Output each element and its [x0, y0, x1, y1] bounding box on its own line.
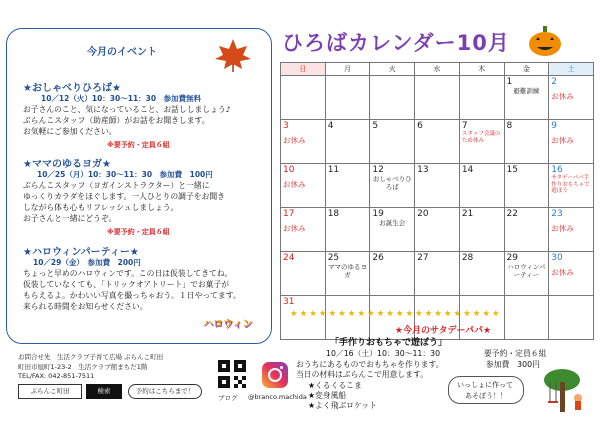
- day-event: ママのゆるヨガ: [328, 263, 368, 279]
- calendar-day-cell: [370, 120, 415, 164]
- day-closed: お休み: [551, 268, 574, 277]
- saturday-papa-item: ★変身風船: [308, 391, 347, 400]
- calendar-day-cell: [549, 164, 594, 208]
- event-line: 仮装していなくても、「トリックオアトリート」でお菓子が: [23, 280, 230, 289]
- event-note: ※要予約・定員６組: [107, 141, 170, 149]
- calendar-day-cell: [370, 76, 415, 120]
- day-closed: お休み: [551, 136, 574, 145]
- calendar-day-cell: [281, 120, 326, 164]
- calendar-day-cell: [504, 208, 549, 252]
- day-closed: お休み: [283, 224, 306, 233]
- event-date: 10／29（金） 参加費 200円: [33, 258, 141, 267]
- event-line: お気軽にご参加ください。: [23, 127, 117, 136]
- tree-swing-logo-icon: [540, 368, 588, 414]
- day-number: 27: [417, 253, 429, 263]
- event-line: ちょっと早めのハロウィンです。この日は仮装してきてね。: [23, 269, 233, 278]
- calendar-day-cell: [415, 252, 460, 296]
- day-number: 21: [461, 209, 474, 219]
- calendar-day-cell: [370, 252, 415, 296]
- day-number: 10: [283, 165, 295, 175]
- day-event: お誕生会: [379, 219, 406, 227]
- event-line: もらえるよ。かわいい写真を撮っちゃおう。１日やってます。: [23, 291, 241, 300]
- calendar-day-cell: [415, 120, 460, 164]
- speech-bubble: [448, 376, 524, 404]
- star-divider: ★★★★★★★★★★★★★★★★★★★★★★: [290, 309, 502, 319]
- bubble-line: あそぼう！！: [465, 392, 507, 400]
- contact-org: お問合せ先 生活クラブ子育て広場 ぶらんこ町田: [18, 353, 164, 361]
- calendar-day-cell: [325, 120, 370, 164]
- contact-address: 町田市旭町1-23-2 生活クラブ館まちだ1階: [18, 363, 148, 371]
- day-number: 20: [417, 209, 429, 219]
- calendar-day-cell: [459, 164, 504, 208]
- day-number: 25: [327, 253, 340, 263]
- day-number: 24: [283, 253, 295, 263]
- calendar-day-cell: [415, 76, 460, 120]
- weekday-thu: 木: [459, 63, 504, 76]
- saturday-papa-subtitle: 「手作りおもちゃで遊ぼう」: [330, 338, 448, 348]
- day-number: 9: [551, 121, 557, 131]
- instagram-icon[interactable]: [262, 362, 288, 388]
- day-number: 17: [283, 209, 295, 219]
- calendar-day-cell: [281, 164, 326, 208]
- instagram-handle: @branco.machida: [248, 393, 307, 401]
- day-number: 3: [283, 121, 289, 131]
- event-heading: ★ママのゆるヨガ★: [23, 159, 111, 170]
- saturday-papa-fee: 参加費 300円: [486, 360, 540, 369]
- day-closed: お休み: [283, 136, 306, 145]
- day-number: 28: [461, 253, 474, 263]
- bubble-line: いっしょに作って: [457, 381, 513, 389]
- calendar-day-cell: [325, 208, 370, 252]
- saturday-papa-title: ★今月のサタデーパパ★: [394, 326, 492, 336]
- calendar-day-cell: [370, 164, 415, 208]
- day-number: 14: [461, 165, 474, 175]
- day-number: 29: [506, 253, 518, 263]
- day-number: 2: [551, 77, 557, 87]
- event-line: ぶらんこスタッフ（助産師）がお話をお聞きします。: [23, 116, 210, 125]
- calendar-day-cell: [459, 252, 504, 296]
- maple-leaf-icon: [213, 37, 253, 73]
- reserve-link[interactable]: 予約はこちらまで！: [128, 384, 202, 399]
- day-number: 8: [506, 121, 513, 131]
- day-number: 1: [506, 77, 513, 87]
- calendar-day-cell: [549, 120, 594, 164]
- saturday-papa-desc2: 当日の材料はぶらんこで用意します。: [296, 370, 428, 379]
- day-number: 11: [327, 165, 340, 175]
- events-title: 今月のイベント: [87, 47, 157, 58]
- day-number: 23: [551, 209, 563, 219]
- event-date: 10／12（火）10：30～11：30 参加費無料: [41, 94, 202, 103]
- calendar-day-cell: [504, 252, 549, 296]
- calendar-week-row: [281, 164, 594, 208]
- day-event: サタデーパパ手作りおもちゃで遊ぼう: [551, 175, 590, 194]
- calendar-week-row: [281, 120, 594, 164]
- search-box[interactable]: ぶらんこ町田: [18, 384, 82, 399]
- day-number: 12: [372, 165, 384, 175]
- day-event: 避難訓練: [513, 87, 540, 95]
- event-heading: ★ハロウィンパーティー★: [23, 247, 139, 258]
- calendar-day-cell: [281, 76, 326, 120]
- day-number: 26: [372, 253, 384, 263]
- calendar-week-row: [281, 252, 594, 296]
- weekday-header-row: [281, 63, 594, 76]
- day-number: 22: [506, 209, 518, 219]
- calendar-day-cell: [459, 76, 504, 120]
- calendar-day-cell: [415, 164, 460, 208]
- saturday-papa-item: ★くるくるこま: [308, 381, 362, 390]
- calendar-title: ひろばカレンダー10月: [282, 31, 510, 55]
- day-number: 19: [372, 209, 384, 219]
- day-event: スタッフ会議のため休み: [461, 131, 501, 144]
- calendar-week-row: [281, 208, 594, 252]
- day-number: 30: [551, 253, 563, 263]
- calendar-day-cell: [325, 164, 370, 208]
- event-line: 来られる時間をお知らせください。: [23, 302, 148, 311]
- day-number: 6: [417, 121, 423, 131]
- calendar-day-cell: [504, 164, 549, 208]
- day-number: 13: [417, 165, 429, 175]
- pumpkin-icon: [528, 26, 562, 56]
- day-number: 31: [283, 297, 295, 307]
- events-panel: [6, 28, 272, 344]
- qr-code-icon[interactable]: [218, 360, 246, 388]
- calendar-day-cell: [459, 208, 504, 252]
- event-line: お子さんのこと、気になっていること、お話ししましょう♪: [23, 105, 231, 114]
- event-line: お子さんと一緒にどうぞ。: [23, 214, 117, 223]
- calendar-day-cell: [370, 208, 415, 252]
- calendar-week-row: [281, 76, 594, 120]
- weekday-fri: 金: [504, 63, 549, 76]
- calendar-day-cell: [415, 208, 460, 252]
- search-button[interactable]: 検索: [86, 384, 122, 399]
- day-closed: お休み: [551, 224, 574, 233]
- blog-label: ブログ: [218, 394, 238, 402]
- event-line: しながら体も心もリフレッシュしましょう。: [23, 203, 179, 212]
- event-date: 10／25（月）10：30～11：30 参加費 100円: [37, 170, 213, 179]
- day-number: 5: [372, 121, 379, 131]
- day-number: 15: [506, 165, 518, 175]
- calendar-day-cell: [325, 252, 370, 296]
- day-closed: お休み: [551, 92, 574, 101]
- weekday-tue: 火: [370, 63, 415, 76]
- saturday-papa-item: ★よく飛ぶロケット: [308, 401, 377, 410]
- day-event: おしゃべりひろば: [372, 175, 412, 191]
- day-event: ハロウィンパーティー: [507, 263, 546, 279]
- calendar-day-cell: [549, 76, 594, 120]
- saturday-papa-reserve: 要予約・定員６組: [484, 349, 547, 358]
- calendar-day-cell: [325, 76, 370, 120]
- day-closed: お休み: [283, 180, 306, 189]
- calendar-day-cell: [504, 120, 549, 164]
- day-number: 16: [551, 165, 563, 175]
- weekday-mon: 月: [325, 63, 370, 76]
- day-number: 7: [461, 121, 468, 131]
- day-number: 4: [327, 121, 334, 131]
- calendar-day-cell: [459, 120, 504, 164]
- weekday-sat: 土: [549, 63, 594, 76]
- calendar-day-cell: [549, 208, 594, 252]
- event-line: ぶらんこスタッフ（ヨガインストラクター）と一緒に: [23, 181, 210, 190]
- calendar-day-cell: [281, 208, 326, 252]
- day-number: 18: [327, 209, 340, 219]
- saturday-papa-date: 10／16（土）10：30～11：30: [326, 349, 441, 358]
- calendar-day-cell: [549, 252, 594, 296]
- contact-phone: TEL/FAX: 042-851-7511: [18, 372, 95, 380]
- weekday-wed: 水: [415, 63, 460, 76]
- calendar-day-cell: [504, 76, 549, 120]
- calendar-day-cell: [281, 252, 326, 296]
- weekday-sun: 日: [281, 63, 326, 76]
- event-line: ゆっくりカラダをほぐします。一人ひとりの調子をお聞き: [23, 192, 225, 201]
- halloween-badge: ハロウィン: [203, 319, 253, 330]
- event-note: ※要予約・定員６組: [107, 228, 170, 236]
- event-heading: ★おしゃべりひろば★: [23, 83, 121, 94]
- calendar-grid: [280, 62, 594, 340]
- saturday-papa-desc: おうちにあるものでおもちゃを作ります。: [296, 360, 444, 369]
